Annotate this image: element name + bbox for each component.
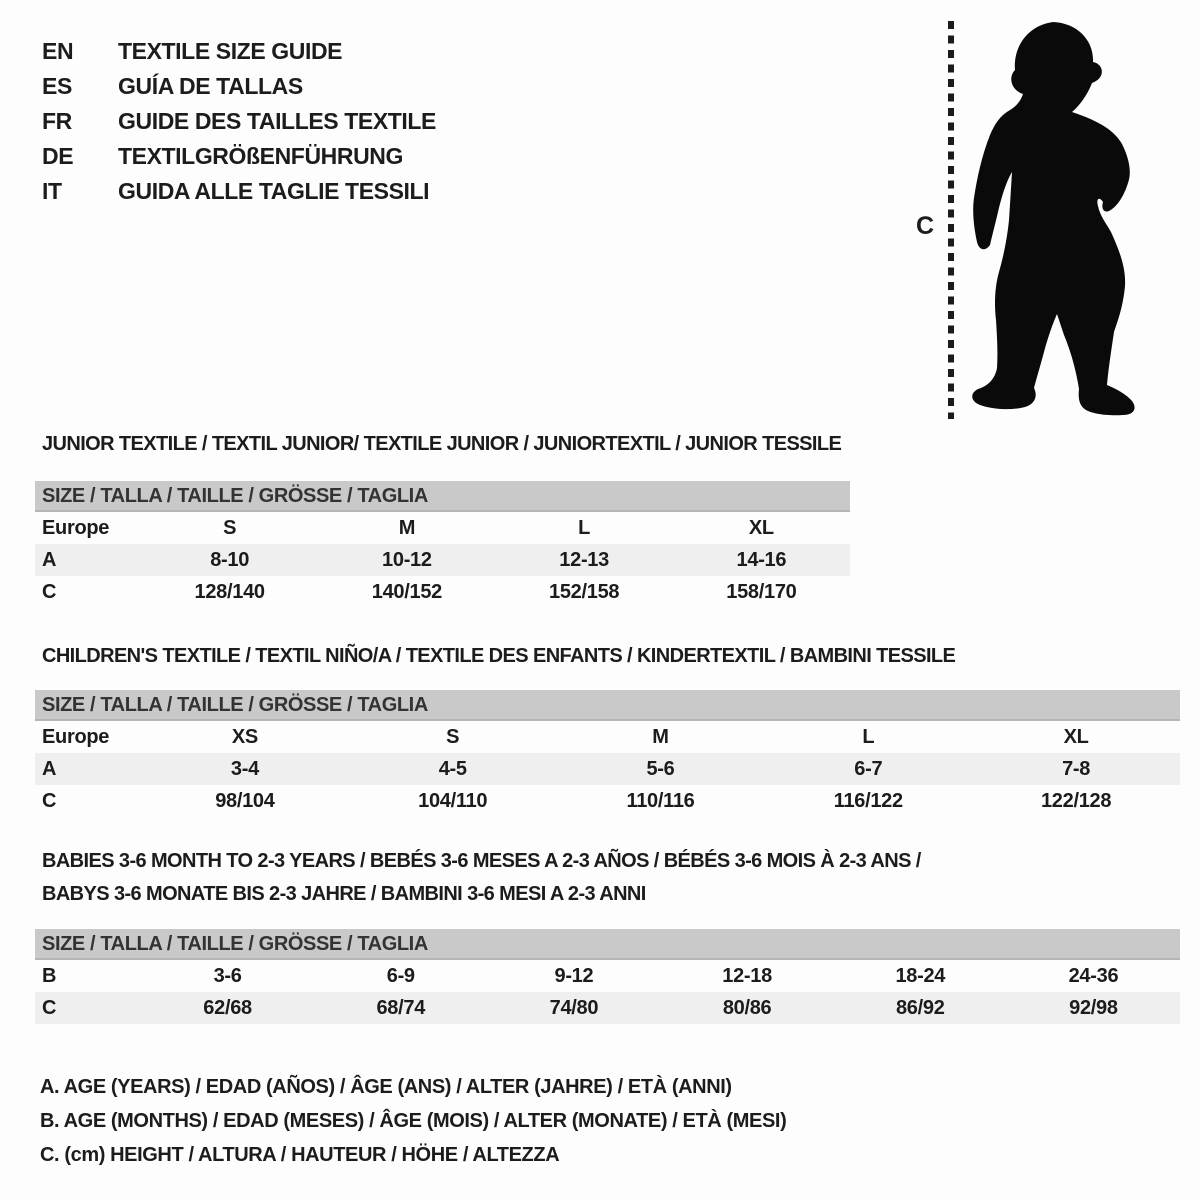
value-cell: 74/80 [549,996,599,1019]
language-title-list [42,34,436,209]
table-row-age-months [35,960,1180,992]
junior-section-title: JUNIOR TEXTILE / TEXTIL JUNIOR/ TEXTILE JUNIOR / JUNIORTEXTIL / JUNIOR TESSILE [42,433,842,455]
value-cell: 98/104 [215,789,275,812]
language-code: DE [42,143,74,169]
language-code: FR [42,108,72,134]
value-cell: 12-13 [559,548,609,571]
language-code: IT [42,178,62,204]
language-code: EN [42,38,74,64]
value-cell: 5-6 [646,757,675,780]
row-label-cell: B [42,964,57,987]
measure-legend [40,1070,786,1172]
row-label-cell: C [42,996,57,1019]
value-cell: 18-24 [895,964,946,987]
value-cell: 80/86 [722,996,772,1019]
value-cell: 9-12 [554,964,594,987]
value-cell: 8-10 [210,548,250,571]
value-cell: 12-18 [722,964,772,987]
value-cell: 68/74 [376,996,426,1019]
language-row [42,174,436,209]
table-row-height-cm [35,576,850,608]
size-cell: M [398,516,416,539]
value-cell: 24-36 [1068,964,1119,987]
childrens-section-title: CHILDREN'S TEXTILE / TEXTIL NIÑO/A / TEXTILE DES ENFANTS / KINDERTEXTIL / BAMBINI TESSILE [42,645,956,667]
table-row-height-cm [35,785,1180,817]
guide-title: GUIDE DES TAILLES TEXTILE [118,108,436,134]
height-measure-label: C [916,212,935,240]
toddler-silhouette-icon [972,22,1134,415]
row-label-cell: A [42,548,57,571]
size-cell: M [652,725,669,748]
value-cell: 86/92 [895,996,945,1019]
language-row [42,34,436,69]
value-cell: 6-9 [386,964,415,987]
babies-section-title-line2: BABYS 3-6 MONATE BIS 2-3 JAHRE / BAMBINI 3-6 MESI A 2-3 ANNI [42,883,646,905]
babies-section-title-line1: BABIES 3-6 MONTH TO 2-3 YEARS / BEBÉS 3-6 MESES A 2-3 AÑOS / BÉBÉS 3-6 MOIS À 2-3 ANS / [42,850,921,872]
value-cell: 92/98 [1069,996,1118,1019]
size-cell: S [223,516,237,539]
size-cell: XL [1063,725,1089,748]
value-cell: 152/158 [549,580,620,603]
value-cell: 140/152 [371,580,442,603]
language-row [42,104,436,139]
table-row-age-years [35,544,850,576]
legend-line-age-months: B. AGE (MONTHS) / EDAD (MESES) / ÂGE (MOIS) / ALTER (MONATE) / ETÀ (MESI) [40,1110,787,1132]
legend-line-height: C. (cm) HEIGHT / ALTURA / HAUTEUR / HÖHE / ALTEZZA [40,1144,560,1166]
legend-line-age-years: A. AGE (YEARS) / EDAD (AÑOS) / ÂGE (ANS) / ALTER (JAHRE) / ETÀ (ANNI) [40,1076,732,1098]
language-row [42,139,436,174]
guide-title: TEXTILGRÖßENFÜHRUNG [118,143,403,169]
value-cell: 4-5 [438,757,467,780]
size-cell: L [862,725,875,748]
table-row-age-years [35,753,1180,785]
row-label-cell: A [42,757,57,780]
value-cell: 122/128 [1040,789,1112,812]
size-header-bar: SIZE / TALLA / TAILLE / GRÖSSE / TAGLIA [35,690,1180,721]
row-label-cell: Europe [42,725,110,748]
row-label-cell: C [42,789,57,812]
value-cell: 128/140 [194,580,265,603]
childrens-textile-section [35,645,1180,819]
table-row-height-cm [35,992,1180,1024]
row-label-cell: C [42,580,57,603]
value-cell: 14-16 [736,548,787,571]
value-cell: 158/170 [726,580,797,603]
value-cell: 104/110 [418,789,488,812]
size-cell: XS [231,725,258,748]
value-cell: 3-4 [230,757,259,780]
table-row-region [35,721,1180,753]
row-label-cell: Europe [42,516,110,539]
value-cell: 3-6 [213,964,242,987]
value-cell: 62/68 [203,996,252,1019]
guide-title: GUIDA ALLE TAGLIE TESSILI [118,178,430,204]
value-cell: 6-7 [854,757,883,780]
language-row [42,69,436,104]
table-row-region [35,512,850,544]
language-code: ES [42,73,72,99]
value-cell: 10-12 [382,548,432,571]
value-cell: 116/122 [833,789,903,812]
value-cell: 7-8 [1062,757,1091,780]
size-cell: L [578,516,591,539]
junior-textile-section [35,433,850,610]
guide-title: TEXTILE SIZE GUIDE [118,38,343,64]
guide-title: GUÍA DE TALLAS [118,73,303,99]
babies-textile-section [35,850,1180,1026]
value-cell: 110/116 [626,789,695,812]
size-header-bar: SIZE / TALLA / TAILLE / GRÖSSE / TAGLIA [35,929,1180,960]
size-cell: XL [748,516,774,539]
size-header-bar: SIZE / TALLA / TAILLE / GRÖSSE / TAGLIA [35,481,850,512]
size-cell: S [446,725,460,748]
toddler-figure-graphic [940,15,1145,425]
